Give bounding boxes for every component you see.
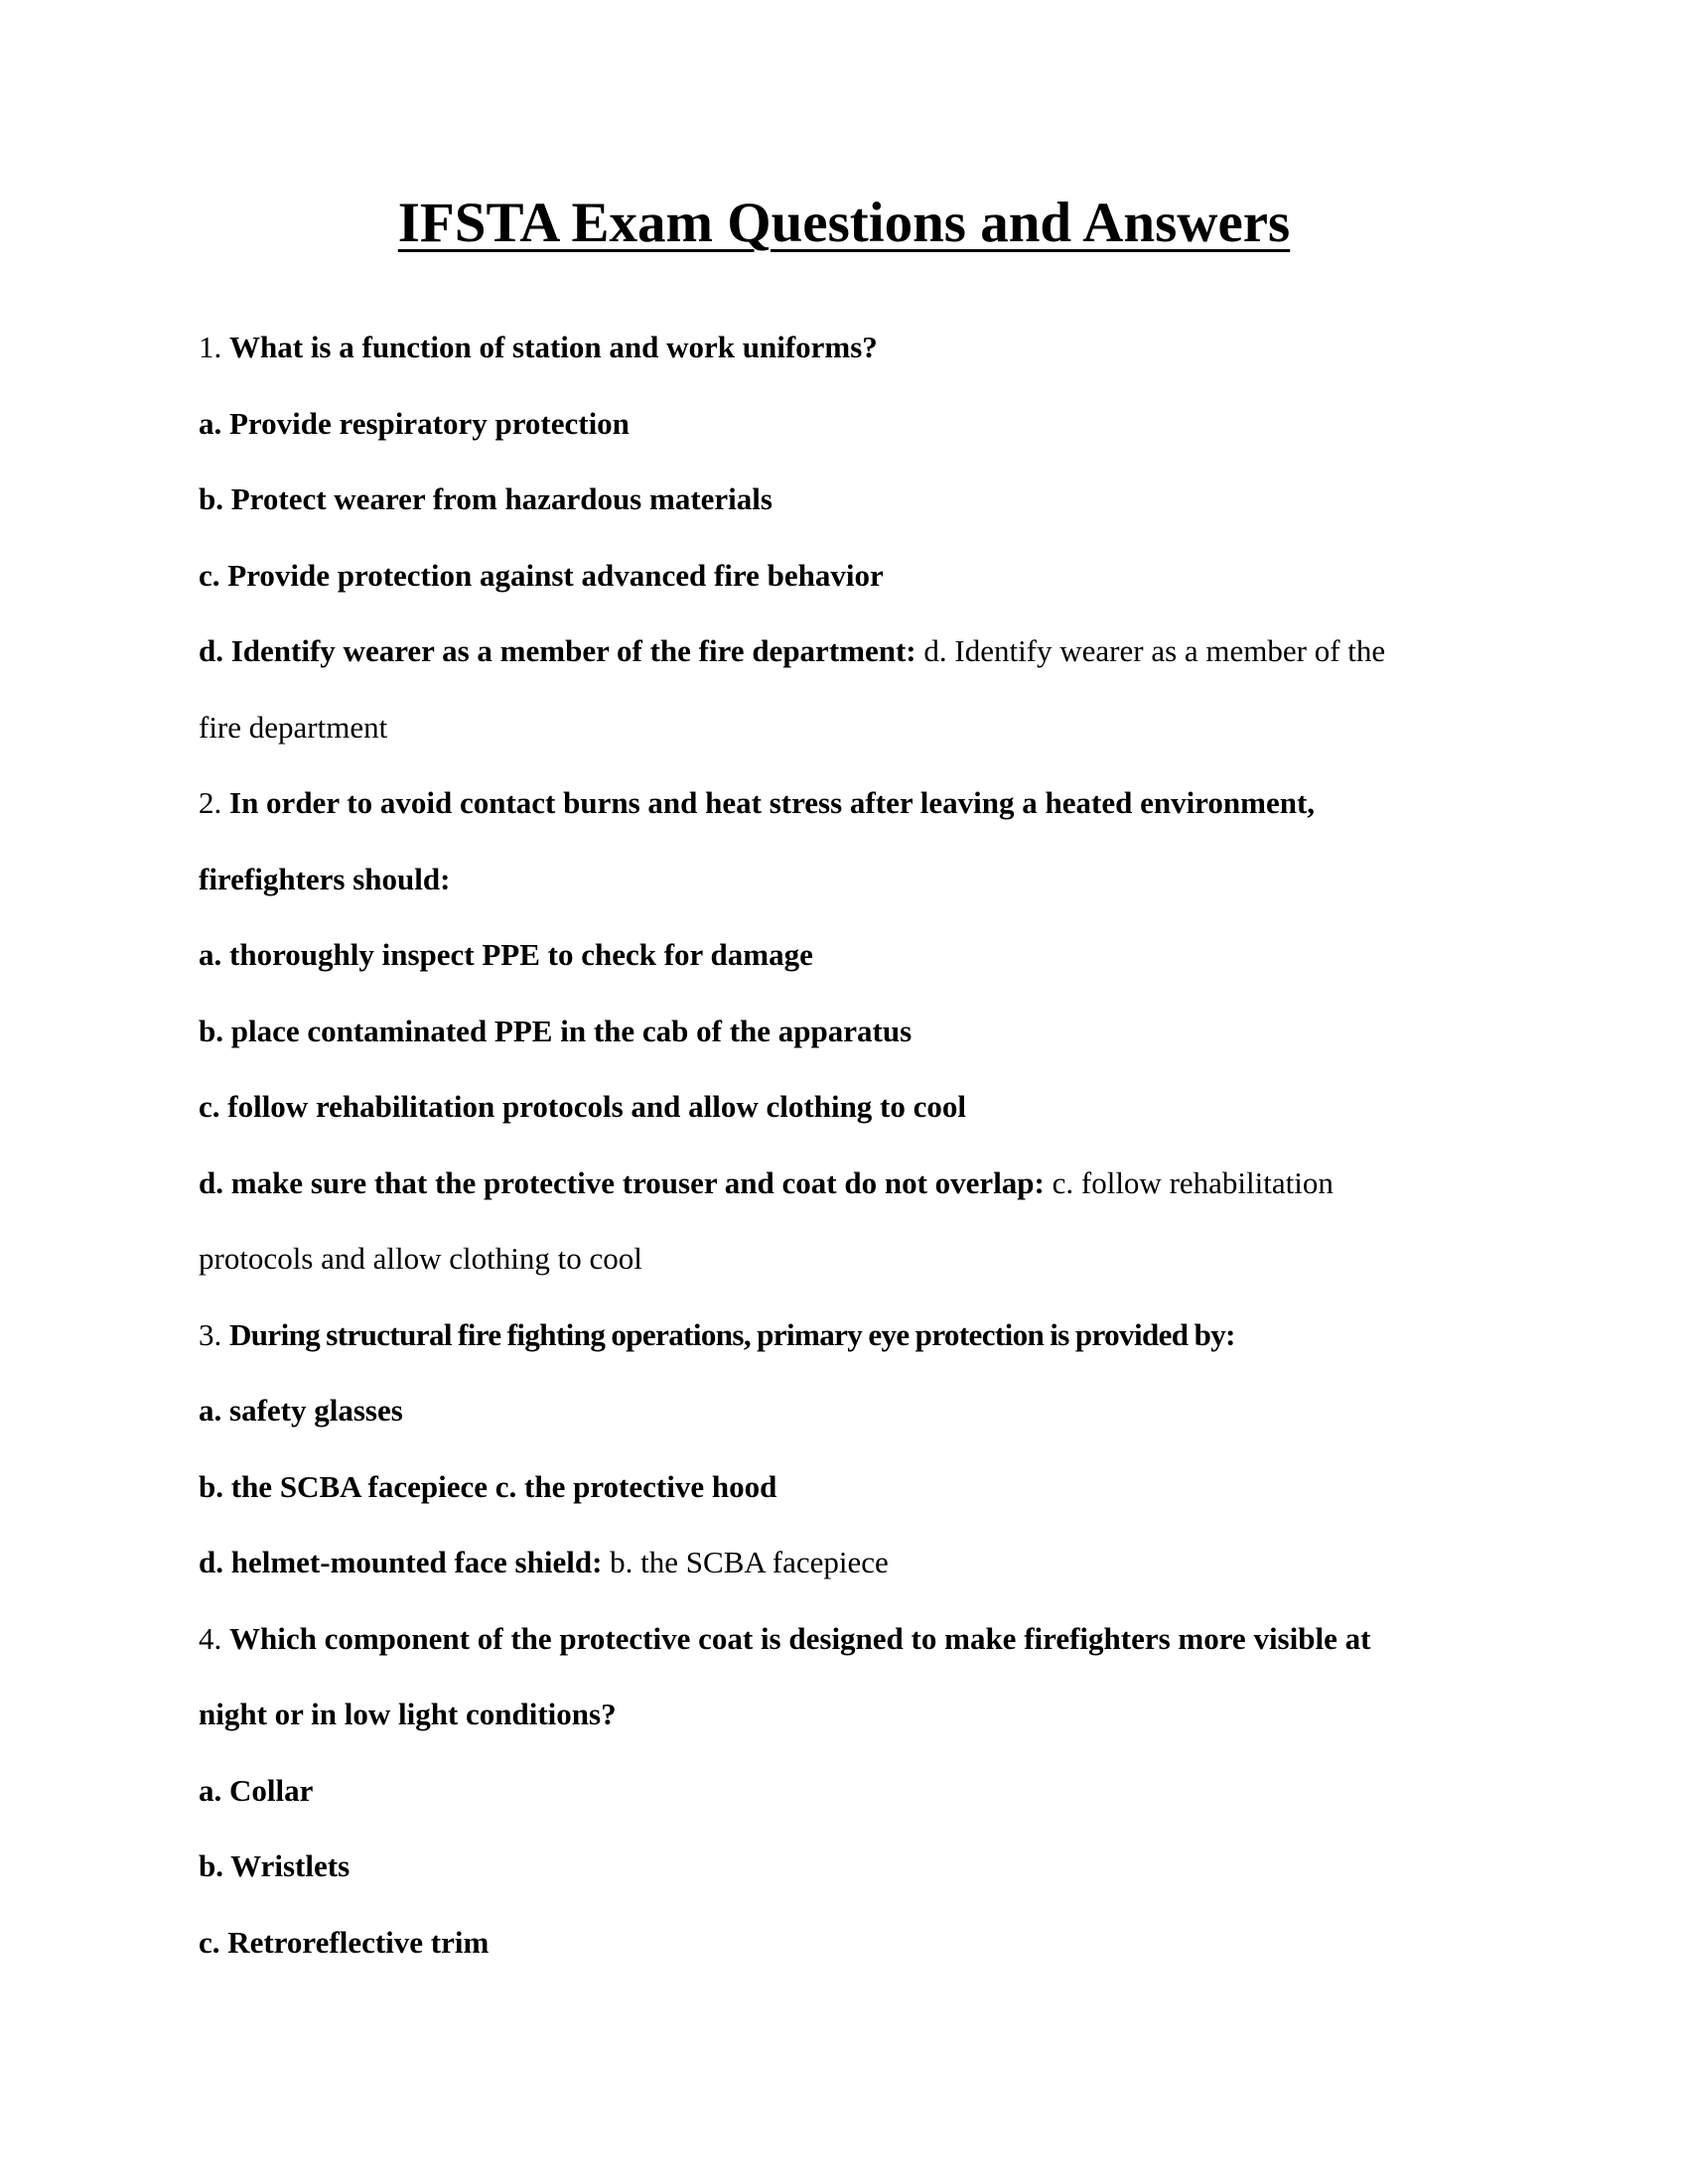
option-d: d. helmet-mounted face shield: [199,1545,603,1579]
option-b: b. Wristlets [199,1848,351,1883]
option-d-with-answer [199,614,1489,690]
question-text: Which component of the protective coat is designed to make firefighters more visible at [229,1620,1371,1656]
option-d-with-answer [199,1146,1489,1222]
question-number: 1. [199,330,222,364]
option-a: a. Collar [199,1772,314,1808]
question-1 [199,310,1489,386]
answer-text: d. Identify wearer as a member of the [923,633,1386,668]
option-c: c. follow rehabilitation protocols and allow clothing to cool [199,1089,967,1124]
document-title: IFSTA Exam Questions and Answers [397,192,1291,254]
option-c: c. Provide protection against advanced fire behavior [199,557,884,593]
question-text-continued: night or in low light conditions? [199,1697,617,1731]
question-2 [199,765,1489,842]
option-a: a. safety glasses [199,1393,403,1428]
question-text: What is a function of station and work uniforms? [229,330,878,364]
question-4 [199,1601,1489,1678]
question-number: 4. [199,1620,222,1656]
option-a: a. thoroughly inspect PPE to check for damage [199,937,813,972]
answer-text: b. the SCBA facepiece [610,1545,889,1579]
option-c: c. Retroreflective trim [199,1924,490,1960]
question-number: 3. [199,1316,222,1352]
option-d-with-answer [199,1525,1489,1601]
question-3 [199,1297,1489,1374]
question-text: In order to avoid contact burns and heat stress after leaving a heated environment, [229,785,1316,820]
answer-text-continued: protocols and allow clothing to cool [199,1241,642,1276]
option-b: b. place contaminated PPE in the cab of the apparatus [199,1013,913,1048]
option-a: a. Provide respiratory protection [199,405,630,441]
option-b: b. Protect wearer from hazardous materials [199,481,773,516]
question-number: 2. [199,785,222,820]
answer-text: c. follow rehabilitation [1052,1164,1334,1200]
option-d: d. make sure that the protective trouser and coat do not overlap: [199,1164,1045,1200]
question-text: During structural fire fighting operations, primary eye protection is provided by: [229,1316,1235,1352]
answer-text-continued: fire department [199,709,388,745]
option-b-and-c: b. the SCBA facepiece c. the protective hood [199,1468,777,1504]
option-d: d. Identify wearer as a member of the fire department: [199,633,916,668]
question-text-continued: firefighters should: [199,861,451,896]
question-list [199,310,1489,1980]
